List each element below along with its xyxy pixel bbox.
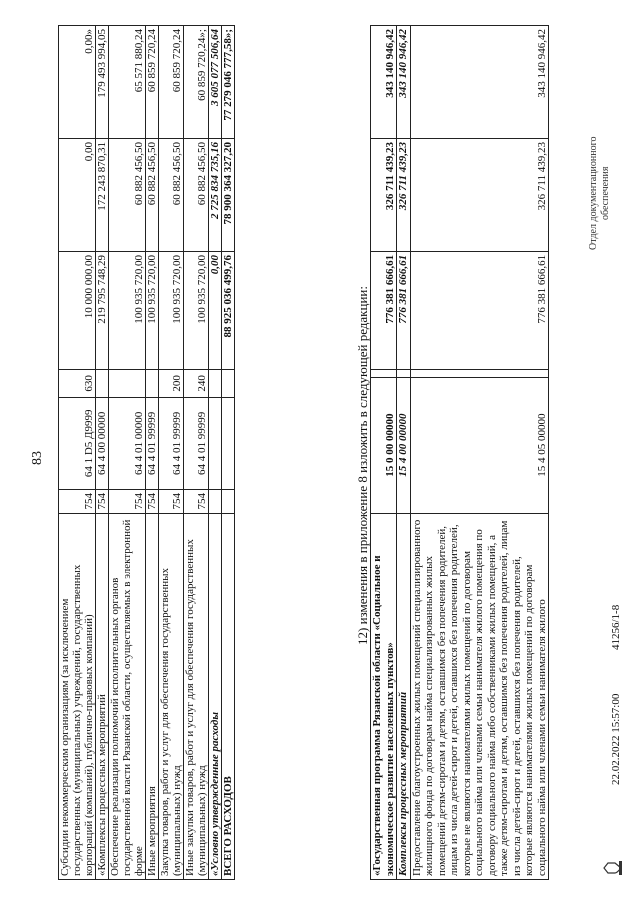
- row-amount-year3: 60 859 720,24: [146, 26, 159, 139]
- row-name: «Условно утвержденные расходы: [209, 513, 222, 879]
- row-amount-year3: 0,00»: [59, 26, 96, 139]
- row-amount-year2: 326 711 439,23: [371, 138, 397, 251]
- row-amount-year1: 10 000 000,00: [59, 251, 96, 369]
- empty-cell: [209, 369, 222, 397]
- row-target-code: 64 4 01 99999: [159, 397, 184, 489]
- row-amount-year3: 60 859 720,24»;: [184, 26, 209, 139]
- row-amount-year1: 776 381 666,61: [410, 251, 549, 369]
- row-name: Обеспечение реализации полномочий исполнительных органов государственной власти Рязанской области, осуществляемых в электронной форме: [109, 513, 146, 879]
- empty-cell: [222, 397, 235, 489]
- total-row: [222, 26, 235, 880]
- row-name: Закупка товаров, работ и услуг для обеспечения государственных (муниципальных) нужд: [159, 513, 184, 879]
- table-row: [159, 26, 184, 880]
- row-amount-year3: 343 140 946,42: [397, 26, 411, 139]
- table-row: [59, 26, 96, 880]
- section-heading: 12) изменения в приложение 8 изложить в следующей редакции:: [355, 286, 370, 645]
- row-amount-year2: 78 900 364 327,20: [222, 139, 235, 252]
- row-ved-code: 754: [109, 489, 146, 513]
- row-expense-type: 240: [184, 369, 209, 397]
- row-ved-code: 754: [146, 489, 159, 513]
- row-amount-year1: 100 935 720,00: [184, 251, 209, 369]
- stamp-line-1: Отдел документационного: [588, 136, 599, 250]
- row-amount-year1: 88 925 036 499,76: [222, 251, 235, 369]
- row-expense-type: 200: [159, 369, 184, 397]
- row-target-code: 15 0 00 00000: [371, 377, 397, 513]
- row-name: Иные закупки товаров, работ и услуг для обеспечения государственных (муниципальных) нужд: [184, 513, 209, 879]
- footer-doc-code: 41256/1-8: [610, 604, 622, 650]
- stamp-line-2: обеспечения: [600, 166, 611, 220]
- row-name: «Государственная программа Рязанской области «Социальное и экономическое развитие населенных пунктов»: [371, 513, 397, 879]
- row-amount-year3: 65 571 880,24: [109, 26, 146, 139]
- row-target-code: 15 4 00 00000: [397, 377, 411, 513]
- row-amount-year2: 60 882 456,50: [159, 139, 184, 252]
- row-amount-year1: 219 795 748,29: [96, 251, 109, 369]
- table-row: [371, 26, 397, 880]
- table-row: [184, 26, 209, 880]
- table-row: [410, 26, 549, 880]
- row-expense-type: [109, 369, 146, 397]
- row-name: Субсидии некоммерческим организациям (за исключением государственных (муниципальных) учреждений, государственных корпораций (компаний), публично-правовых компаний): [59, 513, 96, 879]
- row-ved-code: 754: [184, 489, 209, 513]
- empty-cell: [397, 369, 411, 377]
- stamp: [588, 137, 612, 250]
- row-amount-year2: 60 882 456,50: [184, 139, 209, 252]
- row-amount-year3: 179 493 994,05: [96, 26, 109, 139]
- row-amount-year1: 100 935 720,00: [146, 251, 159, 369]
- row-amount-year2: 326 711 439,23: [397, 138, 411, 251]
- row-amount-year3: 77 279 046 777,58»;: [222, 26, 235, 139]
- empty-cell: [222, 489, 235, 513]
- row-name: Предоставление благоустроенных жилых помещений специализированного жилищного фонда по договорам найма специализированных жилых помещений детям-сиротам и детям, оставшимся без попечения родителей, лицам из числа детей-сирот и детей, оставшихся без попечения родителей, которые не являются нанимателями жилых помещений по договорам социального найма или членами семьи нанимателя жилого помещения по договору социального найма либо собственниками жилых помещений, а также детям-сиротам и детям, оставшимся без попечения родителей, лицам из числа детей-сирот и детей, оставшихся без попечения родителей, которые являются нанимателями жилых помещений по договорам социального найма или членами семьи нанимателя жилого: [410, 513, 549, 879]
- row-target-code: 64 4 00 00000: [96, 397, 109, 489]
- row-name: Комплексы процессных мероприятий: [397, 513, 411, 879]
- page-number: 83: [30, 451, 45, 465]
- row-amount-year3: 343 140 946,42: [410, 26, 549, 139]
- row-name: ВСЕГО РАСХОДОВ: [222, 513, 235, 879]
- row-ved-code: 754: [159, 489, 184, 513]
- row-amount-year2: 60 882 456,50: [109, 139, 146, 252]
- row-amount-year2: 2 725 834 735,16: [209, 139, 222, 252]
- row-amount-year2: 172 243 870,31: [96, 139, 109, 252]
- conditional-row: [209, 26, 222, 880]
- table-row: [109, 26, 146, 880]
- row-amount-year3: 3 605 077 506,64: [209, 26, 222, 139]
- row-ved-code: 754: [59, 489, 96, 513]
- table-row: [146, 26, 159, 880]
- row-target-code: 64 4 01 99999: [184, 397, 209, 489]
- row-target-code: 64 4 01 99999: [146, 397, 159, 489]
- row-amount-year3: 60 859 720,24: [159, 26, 184, 139]
- row-ved-code: 754: [96, 489, 109, 513]
- row-expense-type: 630: [59, 369, 96, 397]
- row-target-code: 64 4 01 00000: [109, 397, 146, 489]
- row-target-code: 15 4 05 00000: [410, 377, 549, 513]
- empty-cell: [410, 369, 549, 377]
- empty-cell: [371, 369, 397, 377]
- empty-cell: [222, 369, 235, 397]
- row-amount-year1: 100 935 720,00: [159, 251, 184, 369]
- row-amount-year1: 100 935 720,00: [109, 251, 146, 369]
- row-amount-year2: 0,00: [59, 139, 96, 252]
- row-target-code: 64 1 D5 Д9999: [59, 397, 96, 489]
- row-name: «Комплексы процессных мероприятий: [96, 513, 109, 879]
- row-name: Иные мероприятия: [146, 513, 159, 879]
- empty-cell: [209, 489, 222, 513]
- emblem-icon: [603, 859, 628, 877]
- budget-table: [58, 25, 235, 880]
- row-amount-year3: 343 140 946,42: [371, 26, 397, 139]
- row-expense-type: [146, 369, 159, 397]
- row-amount-year1: 776 381 666,61: [371, 251, 397, 369]
- row-amount-year2: 326 711 439,23: [410, 138, 549, 251]
- footer-datetime: 22.02.2022 15:57:00: [610, 693, 622, 785]
- program-table: [370, 25, 549, 880]
- row-amount-year2: 60 882 456,50: [146, 139, 159, 252]
- empty-cell: [209, 397, 222, 489]
- row-amount-year1: 776 381 666,61: [397, 251, 411, 369]
- row-expense-type: [96, 369, 109, 397]
- row-amount-year1: 0,00: [209, 251, 222, 369]
- table-row: [96, 26, 109, 880]
- table-row: [397, 26, 411, 880]
